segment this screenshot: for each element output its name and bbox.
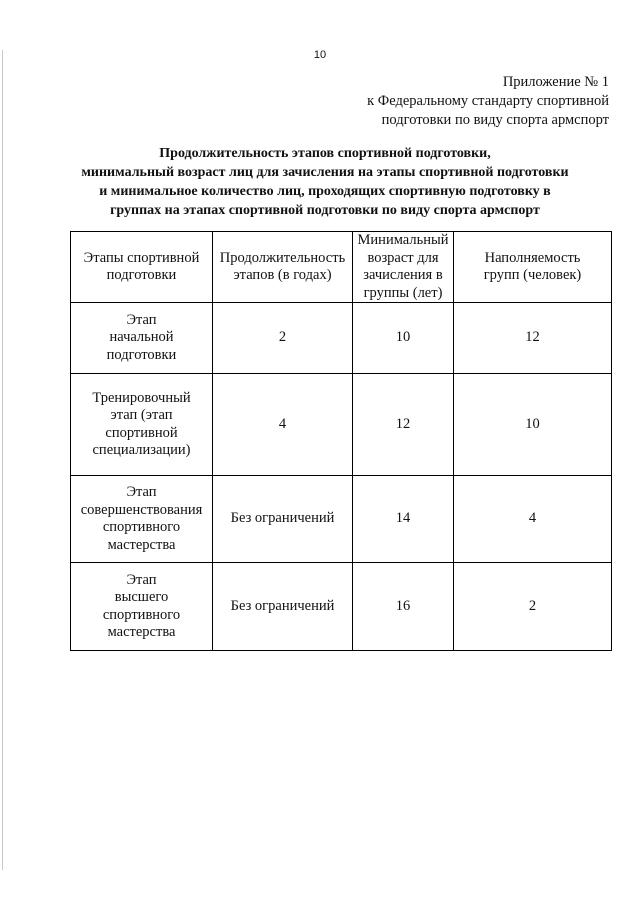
page-number: 10 [313, 49, 327, 61]
title-line-4: группах на этапах спортивной подготовки по виду спорта армспорт [110, 203, 540, 218]
min-age-cell: 16 [353, 563, 454, 651]
header-duration: Продолжительность этапов (в годах) [213, 232, 353, 303]
table-row [71, 563, 612, 651]
stage-cell: Этап высшего спортивного мастерства [71, 563, 213, 651]
group-size-cell: 12 [454, 303, 612, 374]
stage-cell: Этап совершенствования спортивного мастерства [71, 476, 213, 563]
duration-cell: 4 [213, 374, 353, 476]
appendix-line-3: подготовки по виду спорта армспорт [381, 112, 609, 128]
appendix-line-2: к Федеральному стандарту спортивной [367, 93, 609, 109]
duration-cell: 2 [213, 303, 353, 374]
min-age-cell: 12 [353, 374, 454, 476]
header-stages: Этапы спортивной подготовки [71, 232, 213, 303]
table-header-row [71, 232, 612, 303]
min-age-cell: 14 [353, 476, 454, 563]
scan-edge-line [2, 50, 3, 870]
title-line-1: Продолжительность этапов спортивной подготовки, [159, 146, 491, 161]
header-min-age: Минимальный возраст для зачисления в группы (лет) [353, 232, 454, 303]
appendix-line-1: Приложение № 1 [502, 74, 609, 90]
stage-cell: Тренировочный этап (этап спортивной специализации) [71, 374, 213, 476]
duration-cell: Без ограничений [213, 563, 353, 651]
table-row [71, 303, 612, 374]
appendix-header [367, 73, 609, 130]
min-age-cell: 10 [353, 303, 454, 374]
duration-cell: Без ограничений [213, 476, 353, 563]
group-size-cell: 2 [454, 563, 612, 651]
title-line-3: и минимальное количество лиц, проходящих спортивную подготовку в [99, 184, 551, 199]
stages-table [70, 231, 612, 651]
document-title [40, 144, 610, 220]
title-line-2: минимальный возраст лиц для зачисления на этапы спортивной подготовки [81, 165, 569, 180]
header-group-size: Наполняемость групп (человек) [454, 232, 612, 303]
table-row [71, 476, 612, 563]
group-size-cell: 10 [454, 374, 612, 476]
group-size-cell: 4 [454, 476, 612, 563]
stage-cell: Этап начальной подготовки [71, 303, 213, 374]
table-row [71, 374, 612, 476]
